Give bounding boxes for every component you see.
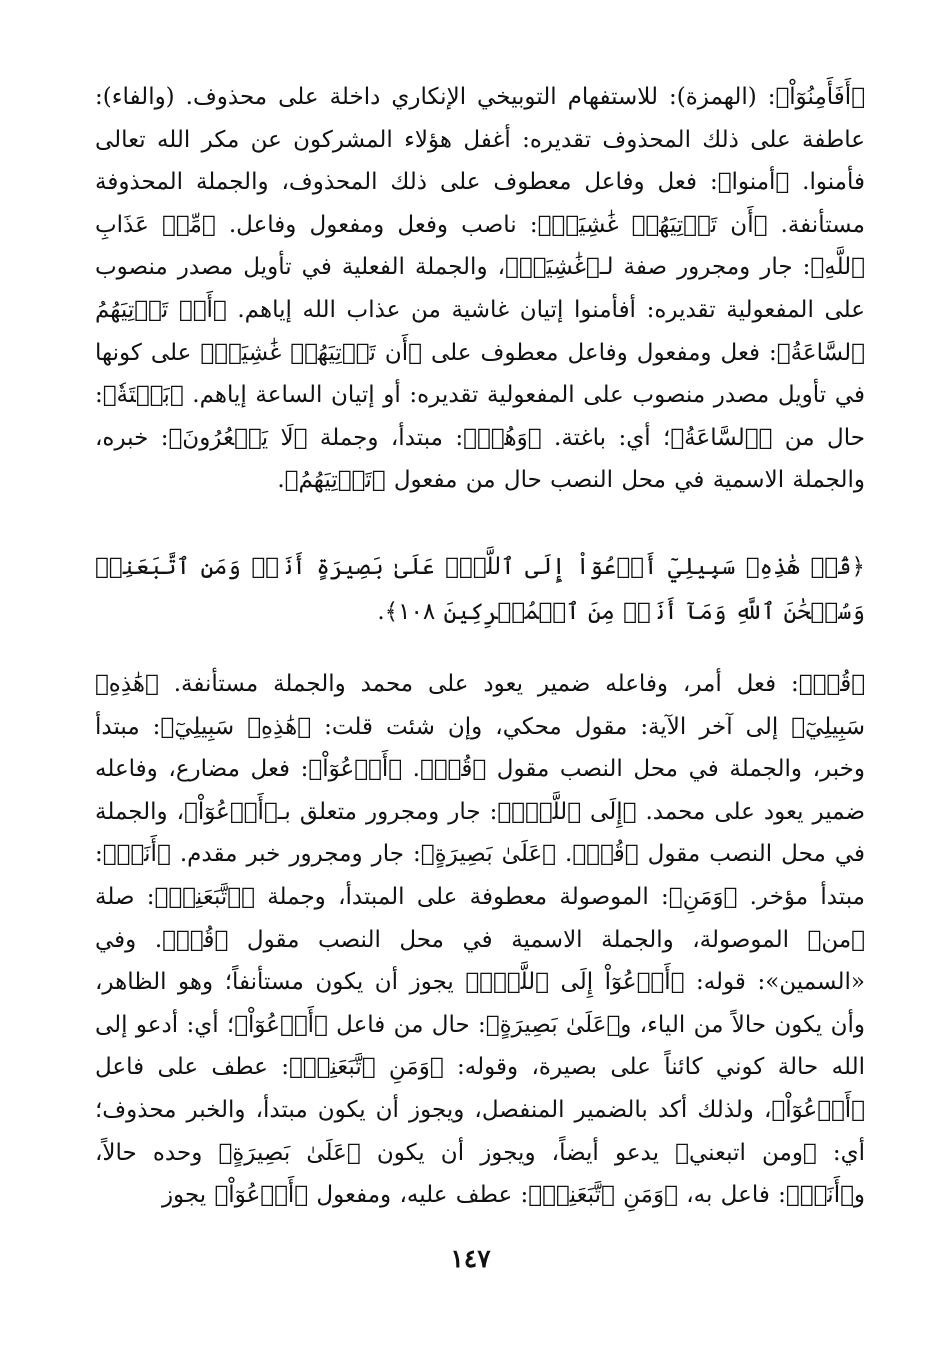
paragraph-grammar-analysis-107: ﴿أَفَأَمِنُوٓاْ﴾: (الهمزة): للاستفهام التوبيخي الإنكاري داخلة على محذوف. (والفاء): عاطفة على ذلك المحذوف تقديره: أغفل هؤلاء المشركون عن مكر الله تعالى فأمنوا. ﴿أمنوا﴾: فعل وفاعل معطوف على ذلك المحذوف، والجملة المحذوفة مستأنفة. ﴿أَن تَأۡتِيَهُمۡ غَٰشِيَةٞ﴾: ناصب وفعل ومفعول وفاعل. ﴿مِّنۡ عَذَابِ ٱللَّهِ﴾: جار ومجرور صفة لـ﴿غَٰشِيَةٞ﴾، والجملة الفعلية في تأويل مصدر منصوب على المفعولية تقديره: أفأمنوا إتيان غاشية من عذاب الله إياهم. ﴿أَوۡ تَأۡتِيَهُمُ ٱلسَّاعَةُ﴾: فعل ومفعول وفاعل معطوف على ﴿أَن تَأۡتِيَهُمۡ غَٰشِيَةٞ﴾ على كونها في تأويل مصدر منصوب على المفعولية تقديره: أو إتيان الساعة إياهم. ﴿بَغۡتَةٗ﴾: حال من ﴿ٱلسَّاعَةُ﴾؛ أي: باغتة. ﴿وَهُمۡ﴾: مبتدأ، وجملة ﴿لَا يَشۡعُرُونَ﴾: خبره، والجملة الاسمية في محل النصب حال من مفعول ﴿تَأۡتِيَهُمُ﴾. (95, 84, 865, 494)
verse-108: ﴿قُلۡ هَٰذِهِۦ سَبِيلِيٓ أَدۡعُوٓاْ إِلَى ٱللَّهِۚ عَلَىٰ بَصِيرَةٍ أَنَا۠ وَمَنِ ٱتَّبَعَنِيۖ وَسُبۡحَٰنَ ٱللَّهِ وَمَآ أَنَا۠ مِنَ ٱلۡمُشۡرِكِينَ ١٠٨﴾. (95, 554, 865, 625)
page-number: ١٤٧ (450, 1244, 491, 1273)
paragraph-grammar-analysis-108: ﴿قُلۡ﴾: فعل أمر، وفاعله ضمير يعود على محمد والجملة مستأنفة. ﴿هَٰذِهِۦ سَبِيلِيٓ﴾ إلى آخر الآية: مقول محكي، وإن شئت قلت: ﴿هَٰذِهِۦ سَبِيلِيٓ﴾: مبتدأ وخبر، والجملة في محل النصب مقول ﴿قُلۡ﴾. ﴿أَدۡعُوٓاْ﴾: فعل مضارع، وفاعله ضمير يعود على محمد. ﴿إِلَى ٱللَّهِۚ﴾: جار ومجرور متعلق بـ﴿أَدۡعُوٓاْ﴾، والجملة في محل النصب مقول ﴿قُلۡ﴾. ﴿عَلَىٰ بَصِيرَةٍ﴾: جار ومجرور خبر مقدم. ﴿أَنَا۠﴾: مبتدأ مؤخر. ﴿وَمَنِ﴾: الموصولة معطوفة على المبتدأ، وجملة ﴿ٱتَّبَعَنِيۖ﴾: صلة ﴿من﴾ الموصولة، والجملة الاسمية في محل النصب مقول ﴿قُلۡ﴾. وفي «السمين»: قوله: ﴿أَدۡعُوٓاْ إِلَى ٱللَّهِۚ﴾ يجوز أن يكون مستأنفاً؛ وهو الظاهر، وأن يكون حالاً من الياء، و﴿عَلَىٰ بَصِيرَةٍ﴾: حال من فاعل ﴿أَدۡعُوٓاْ﴾؛ أي: أدعو إلى الله حالة كوني كائناً على بصيرة، وقوله: ﴿وَمَنِ ٱتَّبَعَنِيۖ﴾: عطف على فاعل ﴿أَدۡعُوٓاْ﴾، ولذلك أكد بالضمير المنفصل، ويجوز أن يكون مبتدأ، والخبر محذوف؛ أي: ﴿ومن اتبعني﴾ يدعو أيضاً، ويجوز أن يكون ﴿عَلَىٰ بَصِيرَةٍ﴾ وحده حالاً، و﴿أَنَا۠﴾: فاعل به، ﴿وَمَنِ ٱتَّبَعَنِيۖ﴾: عطف عليه، ومفعول ﴿أَدۡعُوٓاْ﴾ يجوز (95, 671, 865, 1209)
